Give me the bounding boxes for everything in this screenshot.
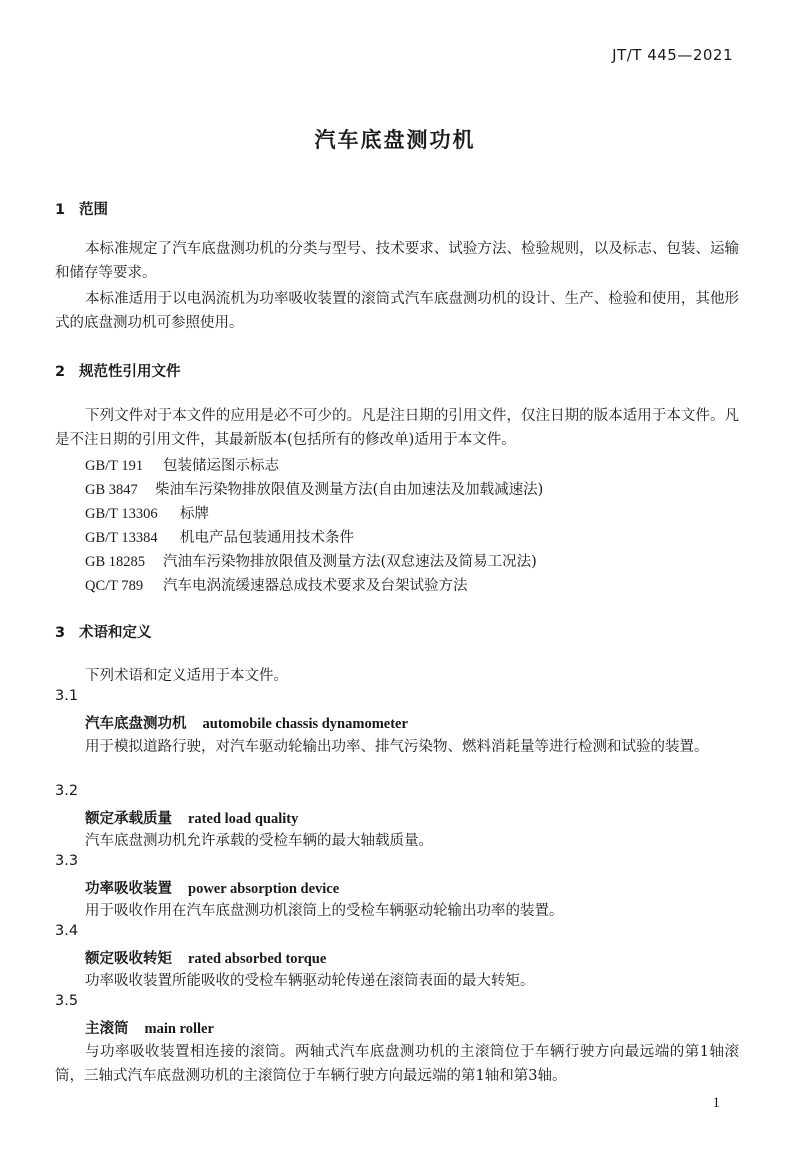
page-number: 1 <box>712 1095 720 1111</box>
term-heading <box>85 877 339 898</box>
reference-item <box>85 502 209 523</box>
term-zh: 额定承载质量 <box>85 811 172 827</box>
clause-number: 3.1 <box>55 688 79 704</box>
term-zh: 主滚筒 <box>85 1021 129 1037</box>
section-title: 术语和定义 <box>79 625 152 641</box>
section-1-heading <box>55 198 108 219</box>
term-definition: 用于吸收作用在汽车底盘测功机滚筒上的受检车辆驱动轮输出功率的装置。 <box>85 903 564 919</box>
section-2-intro: 下列文件对于本文件的应用是必不可少的。凡是注日期的引用文件，仅注日期的版本适用于本文件。凡是不注日期的引用文件，其最新版本(包括所有的修改单)适用于本文件。 <box>55 408 739 448</box>
reference-item <box>85 454 279 475</box>
section-number: 3 <box>55 625 66 641</box>
term-definition: 功率吸收装置所能吸收的受检车辆驱动轮传递在滚筒表面的最大转矩。 <box>85 973 535 989</box>
clause-number: 3.5 <box>55 993 79 1009</box>
section-3-intro: 下列术语和定义适用于本文件。 <box>85 668 288 684</box>
term-definition: 用于模拟道路行驶，对汽车驱动轮输出功率、排气污染物、燃料消耗量等进行检测和试验的装置。 <box>85 739 709 755</box>
section-1-paragraph-2: 本标准适用于以电涡流机为功率吸收装置的滚筒式汽车底盘测功机的设计、生产、检验和使用，其他形式的底盘测功机可参照使用。 <box>55 291 739 331</box>
section-title: 规范性引用文件 <box>79 364 181 380</box>
reference-title: 汽车电涡流缓速器总成技术要求及台架试验方法 <box>163 578 468 594</box>
reference-code: GB/T 13306 <box>85 506 158 522</box>
section-title: 范围 <box>79 202 108 218</box>
term-zh: 汽车底盘测功机 <box>85 716 187 732</box>
term-definition: 与功率吸收装置相连接的滚筒。两轴式汽车底盘测功机的主滚筒位于车辆行驶方向最远端的第1轴滚筒，三轴式汽车底盘测功机的主滚筒位于车辆行驶方向最远端的第1轴和第3轴。 <box>55 1044 739 1084</box>
term-en: automobile chassis dynamometer <box>202 716 408 732</box>
term-heading <box>85 712 408 733</box>
clause-number: 3.2 <box>55 783 79 799</box>
section-1-paragraph-1: 本标准规定了汽车底盘测功机的分类与型号、技术要求、试验方法、检验规则，以及标志、包装、运输和储存等要求。 <box>55 241 739 281</box>
reference-title: 机电产品包装通用技术条件 <box>180 530 354 546</box>
term-en: rated absorbed torque <box>188 951 327 967</box>
term-zh: 功率吸收装置 <box>85 881 172 897</box>
reference-code: GB 3847 <box>85 482 138 498</box>
term-definition: 汽车底盘测功机允许承载的受检车辆的最大轴载质量。 <box>85 833 433 849</box>
clause-number: 3.4 <box>55 923 79 939</box>
reference-code: QC/T 789 <box>85 578 144 594</box>
term-heading <box>85 1017 214 1038</box>
term-en: main roller <box>144 1021 214 1037</box>
reference-title: 柴油车污染物排放限值及测量方法(自由加速法及加载减速法) <box>155 482 544 498</box>
reference-code: GB/T 13384 <box>85 530 158 546</box>
section-2-heading <box>55 360 181 381</box>
standard-code: JT/T 445—2021 <box>612 46 733 64</box>
reference-title: 包装储运图示标志 <box>163 458 279 474</box>
document-title: 汽车底盘测功机 <box>314 128 476 152</box>
reference-item <box>85 478 543 499</box>
reference-code: GB/T 191 <box>85 458 144 474</box>
term-en: rated load quality <box>188 811 299 827</box>
reference-item <box>85 550 537 571</box>
term-heading <box>85 807 298 828</box>
term-zh: 额定吸收转矩 <box>85 951 172 967</box>
clause-number: 3.3 <box>55 853 79 869</box>
reference-title: 标牌 <box>180 506 209 522</box>
section-number: 1 <box>55 202 66 218</box>
reference-item <box>85 526 354 547</box>
reference-title: 汽油车污染物排放限值及测量方法(双怠速法及简易工况法) <box>163 554 537 570</box>
reference-code: GB 18285 <box>85 554 146 570</box>
reference-item <box>85 574 468 595</box>
section-number: 2 <box>55 364 66 380</box>
section-3-heading <box>55 621 152 642</box>
term-en: power absorption device <box>188 881 340 897</box>
term-heading <box>85 947 326 968</box>
